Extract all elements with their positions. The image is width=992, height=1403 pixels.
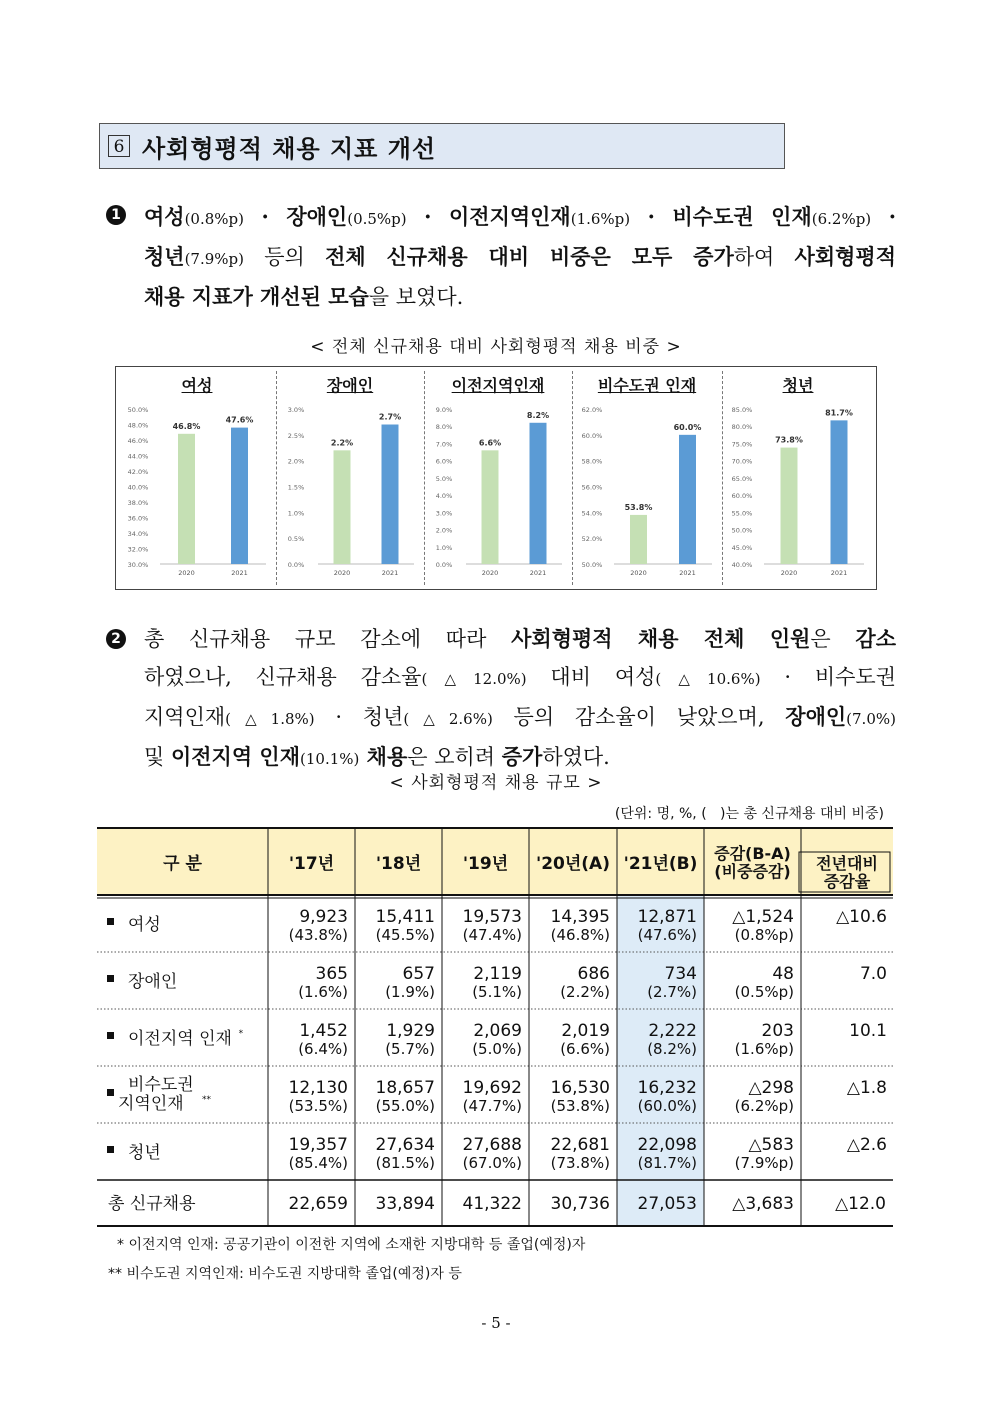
cell-share: (47.4%) [462, 926, 522, 944]
data-label: 53.8% [624, 502, 653, 512]
page-number: - 5 - [481, 1314, 511, 1332]
x-tick-label: 2021 [830, 569, 848, 577]
footnote-1: * 이전지역 인재: 공공기관이 이전한 지역에 소재한 지방대학 등 졸업(예정)자 [117, 1237, 586, 1253]
y-tick-label: 44.0% [127, 452, 149, 461]
text-run: 대비 여성 [526, 665, 656, 689]
cell-share: (6.2%p) [734, 1097, 794, 1115]
header-year: '20년(A) [536, 854, 610, 874]
cell-value: 1,929 [386, 1021, 435, 1041]
text-run: 청년 [144, 244, 185, 269]
text-run: 감소 [855, 626, 896, 651]
cell-share: (5.7%) [385, 1040, 435, 1058]
bar-2020 [178, 434, 195, 564]
text-run: (7.9%p) [184, 250, 244, 268]
text-run: (△1.8%) [225, 710, 315, 728]
y-tick-label: 70.0% [731, 457, 753, 466]
data-label: 2.2% [330, 438, 354, 448]
y-tick-label: 52.0% [581, 535, 603, 544]
data-label: 60.0% [673, 422, 702, 432]
cell-rate: 7.0 [859, 964, 887, 984]
text-run: 을 보였다. [368, 285, 464, 309]
section-header [99, 123, 785, 169]
text-run: 총 신규채용 규모 감소에 따라 [144, 627, 512, 651]
cell-share: (60.0%) [637, 1097, 697, 1115]
text-run: 및 [144, 745, 171, 769]
text-run: 하여 [733, 245, 795, 269]
table-caption: < 사회형평적 채용 규모 > [389, 773, 603, 793]
cell-value: 734 [664, 964, 697, 984]
y-tick-label: 1.0% [287, 509, 305, 518]
y-tick-label: 50.0% [127, 406, 149, 414]
cell-value: 12,130 [288, 1078, 348, 1098]
text-run: 지역인재 [144, 705, 226, 729]
data-label: 81.7% [825, 408, 853, 418]
y-tick-label: 50.0% [581, 561, 603, 569]
y-tick-label: 75.0% [731, 440, 753, 449]
y-tick-label: 9.0% [435, 406, 453, 414]
text-run: 사회형평적 채용 전체 인원 [511, 626, 811, 651]
header-rate: 전년대비 [816, 854, 878, 873]
text-run: 장애인 [785, 704, 847, 729]
bar-2021 [679, 435, 696, 564]
y-tick-label: 40.0% [127, 483, 149, 492]
y-tick-label: 34.0% [127, 530, 149, 538]
y-tick-label: 54.0% [581, 509, 603, 518]
chart-svg [118, 367, 276, 589]
cell-share: (0.8%p) [734, 926, 794, 944]
x-tick-label: 2021 [679, 569, 696, 577]
y-tick-label: 46.0% [127, 437, 149, 445]
total-value: 22,659 [288, 1194, 348, 1214]
cell-value: 657 [402, 964, 435, 984]
cell-share: (5.0%) [472, 1040, 522, 1058]
text-run: 등의 [244, 245, 326, 269]
total-value: 27,053 [637, 1194, 697, 1214]
y-tick-label: 60.0% [581, 431, 603, 440]
chart-title: 여성 [181, 376, 213, 395]
row-label: 이전지역 인재 [128, 1029, 232, 1049]
cell-share: (85.4%) [288, 1154, 348, 1172]
cell-share: (81.5%) [375, 1154, 435, 1172]
y-tick-label: 4.0% [435, 492, 453, 501]
paragraph-line [144, 238, 896, 278]
cell-value: 15,411 [375, 907, 435, 927]
cell-value: 18,657 [375, 1078, 435, 1098]
text-run: · 청년 [314, 705, 404, 729]
bar-2020 [630, 515, 647, 564]
y-tick-label: 0.0% [287, 561, 305, 569]
y-tick-label: 7.0% [435, 440, 453, 449]
cell-value: 12,871 [637, 907, 697, 927]
cell-value: 2,119 [473, 964, 522, 984]
text-run: 이전지역인재 [449, 204, 571, 229]
header-category: 구 분 [163, 854, 202, 874]
text-run: (0.5%p) [347, 210, 407, 228]
x-tick-label: 2021 [231, 569, 248, 577]
text-run: (△10.6%) [655, 670, 761, 688]
y-tick-label: 50.0% [731, 526, 753, 535]
bar-2021 [831, 420, 848, 564]
chart-svg [276, 367, 424, 589]
footnote-mark: ** [202, 1095, 211, 1105]
paragraph-line [144, 698, 896, 738]
text-run: 비수도권 인재 [672, 204, 812, 229]
data-label: 2.7% [378, 412, 402, 422]
cell-share: (6.6%) [560, 1040, 610, 1058]
cell-value: 22,098 [637, 1135, 697, 1155]
cell-share: (8.2%) [647, 1040, 697, 1058]
total-value: △12.0 [835, 1194, 886, 1214]
cell-rate: 10.1 [849, 1021, 887, 1041]
x-tick-label: 2021 [529, 569, 547, 577]
cell-value: 48 [772, 964, 794, 984]
chart-1 [118, 367, 276, 589]
cell-share: (2.7%) [647, 983, 697, 1001]
chart-title: 청년 [782, 376, 814, 395]
y-tick-label: 5.0% [435, 474, 453, 483]
text-run: 은 [810, 627, 856, 651]
paragraph-line [144, 658, 896, 698]
unit-note: (단위: 명, %, ( )는 총 신규채용 대비 비중) [614, 806, 884, 822]
cell-share: (73.8%) [550, 1154, 610, 1172]
y-tick-label: 0.0% [435, 561, 453, 569]
y-tick-label: 58.0% [581, 457, 603, 466]
row-bullet [107, 975, 114, 982]
text-run: · [630, 204, 673, 229]
y-tick-label: 3.0% [287, 406, 305, 414]
row-label: 여성 [128, 915, 161, 935]
paragraph-2 [144, 620, 896, 778]
header-year: '18년 [375, 854, 422, 874]
cell-share: (43.8%) [288, 926, 348, 944]
paragraph-line [144, 620, 896, 658]
cell-value: △1,524 [732, 907, 794, 927]
paragraph-1 [144, 198, 896, 316]
cell-share: (0.5%p) [734, 983, 794, 1001]
cell-share: (1.6%p) [734, 1040, 794, 1058]
text-run: 전체 신규채용 대비 비중은 모두 증가 [325, 244, 734, 269]
chart-title: 장애인 [326, 376, 374, 395]
total-label: 총 신규채용 [108, 1194, 196, 1214]
header-share-change: (비중증감) [714, 862, 791, 881]
text-run: · [244, 204, 287, 229]
cell-value: 27,688 [462, 1135, 522, 1155]
text-run: (0.8%p) [184, 210, 244, 228]
header-change: 증감(B-A) [714, 844, 791, 863]
total-value: 30,736 [550, 1194, 610, 1214]
text-run: 증가 [501, 744, 543, 769]
cell-share: (1.6%) [298, 983, 348, 1001]
y-tick-label: 2.5% [287, 431, 305, 440]
text-run: (△12.0%) [421, 670, 527, 688]
cell-value: 19,692 [462, 1078, 522, 1098]
cell-share: (55.0%) [375, 1097, 435, 1115]
bar-2020 [334, 450, 351, 564]
cell-value: △298 [748, 1078, 794, 1098]
data-label: 73.8% [775, 435, 803, 445]
chart-svg [572, 367, 722, 589]
highlight-column [617, 896, 704, 1227]
bar-2020 [781, 448, 798, 564]
bar-2021 [231, 428, 248, 564]
paragraph-line [144, 198, 896, 238]
row-label: 장애인 [128, 972, 178, 992]
text-run: · [406, 204, 449, 229]
bar-2021 [382, 425, 399, 565]
chart-svg [722, 367, 874, 589]
chart-title: 이전지역인재 [451, 376, 545, 395]
y-tick-label: 0.5% [287, 535, 305, 544]
cell-value: 365 [315, 964, 348, 984]
y-tick-label: 85.0% [731, 406, 753, 414]
text-run: (10.1%) [300, 750, 360, 768]
y-tick-label: 6.0% [435, 457, 453, 466]
row-bullet [107, 918, 114, 925]
total-value: 41,322 [462, 1194, 522, 1214]
header-year: '17년 [288, 854, 335, 874]
text-run: (△2.6%) [403, 710, 493, 728]
cell-share: (81.7%) [637, 1154, 697, 1172]
x-tick-label: 2020 [630, 569, 647, 577]
cell-value: 9,923 [299, 907, 348, 927]
header-rate-2: 증감율 [823, 872, 871, 891]
y-tick-label: 45.0% [731, 543, 753, 552]
y-tick-label: 8.0% [435, 423, 453, 432]
cell-value: 2,222 [648, 1021, 697, 1041]
cell-rate: △10.6 [836, 907, 887, 927]
header-year: '21년(B) [623, 854, 698, 874]
cell-value: 16,530 [550, 1078, 610, 1098]
cell-share: (46.8%) [550, 926, 610, 944]
text-run: · [871, 204, 897, 229]
text-run: 은 오히려 [407, 745, 502, 769]
y-tick-label: 1.5% [287, 483, 305, 492]
chart-5 [722, 367, 874, 589]
text-run: 하였으나, 신규채용 감소율 [144, 665, 422, 689]
cell-value: 14,395 [550, 907, 610, 927]
cell-value: 686 [577, 964, 610, 984]
x-tick-label: 2020 [333, 569, 351, 577]
row-bullet [107, 1032, 114, 1039]
row-bullet [107, 1146, 114, 1153]
cell-rate: △2.6 [846, 1135, 887, 1155]
cell-value: 2,069 [473, 1021, 522, 1041]
cell-value: 19,357 [288, 1135, 348, 1155]
x-tick-label: 2020 [178, 569, 195, 577]
cell-rate: △1.8 [846, 1078, 887, 1098]
bar-2020 [482, 450, 499, 564]
chart-svg [424, 367, 572, 589]
data-label: 46.8% [172, 421, 201, 431]
cell-share: (5.1%) [472, 983, 522, 1001]
cell-share: (53.8%) [550, 1097, 610, 1115]
cell-share: (2.2%) [560, 983, 610, 1001]
y-tick-label: 48.0% [127, 421, 149, 430]
text-run: (1.6%p) [570, 210, 631, 228]
section-number: 6 [108, 135, 130, 157]
text-run: 채용 지표가 개선된 모습 [144, 284, 369, 309]
cell-share: (53.5%) [288, 1097, 348, 1115]
row-label: 지역인재 [118, 1094, 184, 1114]
cell-value: 2,019 [561, 1021, 610, 1041]
chart-panel [115, 366, 877, 590]
text-run: · 비수도권 [760, 665, 897, 689]
chart-2 [276, 367, 424, 589]
total-value: 33,894 [375, 1194, 435, 1214]
y-tick-label: 30.0% [127, 561, 149, 569]
chart-4 [572, 367, 722, 589]
section-title: 사회형평적 채용 지표 개선 [142, 134, 437, 163]
y-tick-label: 55.0% [731, 509, 753, 518]
text-run: 채용 [359, 744, 408, 769]
text-run: (7.0%) [846, 710, 896, 728]
chart-3 [424, 367, 572, 589]
y-tick-label: 42.0% [127, 468, 149, 476]
cell-share: (1.9%) [385, 983, 435, 1001]
text-run: 등의 감소율이 낮았으며, [492, 705, 786, 729]
text-run: 여성 [144, 204, 185, 229]
cell-share: (45.5%) [375, 926, 435, 944]
x-tick-label: 2020 [780, 569, 798, 577]
x-tick-label: 2020 [481, 569, 499, 577]
cell-share: (7.9%p) [734, 1154, 794, 1172]
data-label: 8.2% [526, 410, 550, 420]
text-run: (6.2%p) [811, 210, 872, 228]
row-label: 비수도권 [128, 1075, 194, 1095]
y-tick-label: 65.0% [731, 474, 753, 483]
data-label: 47.6% [225, 415, 254, 425]
header-year: '19년 [462, 854, 509, 874]
cell-value: 203 [761, 1021, 794, 1041]
footnote-mark: * [238, 1029, 244, 1039]
footnote-2: ** 비수도권 지역인재: 비수도권 지방대학 졸업(예정)자 등 [108, 1266, 462, 1282]
y-tick-label: 62.0% [581, 406, 603, 414]
chart-title: 비수도권 인재 [597, 376, 697, 395]
y-tick-label: 2.0% [435, 526, 453, 535]
cell-value: △583 [748, 1135, 794, 1155]
chart-caption: < 전체 신규채용 대비 사회형평적 채용 비중 > [310, 337, 682, 357]
text-run: 장애인 [286, 204, 348, 229]
y-tick-label: 32.0% [127, 545, 149, 554]
y-tick-label: 80.0% [731, 423, 753, 432]
bullet-1: 1 [106, 205, 126, 225]
cell-value: 1,452 [299, 1021, 348, 1041]
cell-share: (67.0%) [462, 1154, 522, 1172]
x-tick-label: 2021 [381, 569, 399, 577]
row-bullet [107, 1089, 114, 1096]
y-tick-label: 3.0% [435, 509, 453, 518]
row-label: 청년 [128, 1143, 161, 1163]
bar-2021 [530, 423, 547, 564]
text-run: 하였다. [542, 745, 610, 769]
cell-share: (47.7%) [462, 1097, 522, 1115]
y-tick-label: 40.0% [731, 561, 753, 569]
bullet-2: 2 [106, 629, 126, 649]
cell-share: (6.4%) [298, 1040, 348, 1058]
y-tick-label: 56.0% [581, 483, 603, 492]
y-tick-label: 1.0% [435, 543, 453, 552]
data-label: 6.6% [478, 438, 502, 448]
text-run: 이전지역 인재 [170, 744, 300, 769]
y-tick-label: 38.0% [127, 499, 149, 507]
data-table [96, 827, 896, 1229]
cell-value: 22,681 [550, 1135, 610, 1155]
y-tick-label: 60.0% [731, 492, 753, 501]
paragraph-line [144, 278, 896, 316]
cell-value: 19,573 [462, 907, 522, 927]
cell-value: 27,634 [375, 1135, 435, 1155]
cell-share: (47.6%) [637, 926, 697, 944]
total-value: △3,683 [732, 1194, 794, 1214]
y-tick-label: 36.0% [127, 514, 149, 523]
y-tick-label: 2.0% [287, 457, 305, 466]
cell-value: 16,232 [637, 1078, 697, 1098]
text-run: 사회형평적 [794, 244, 896, 269]
